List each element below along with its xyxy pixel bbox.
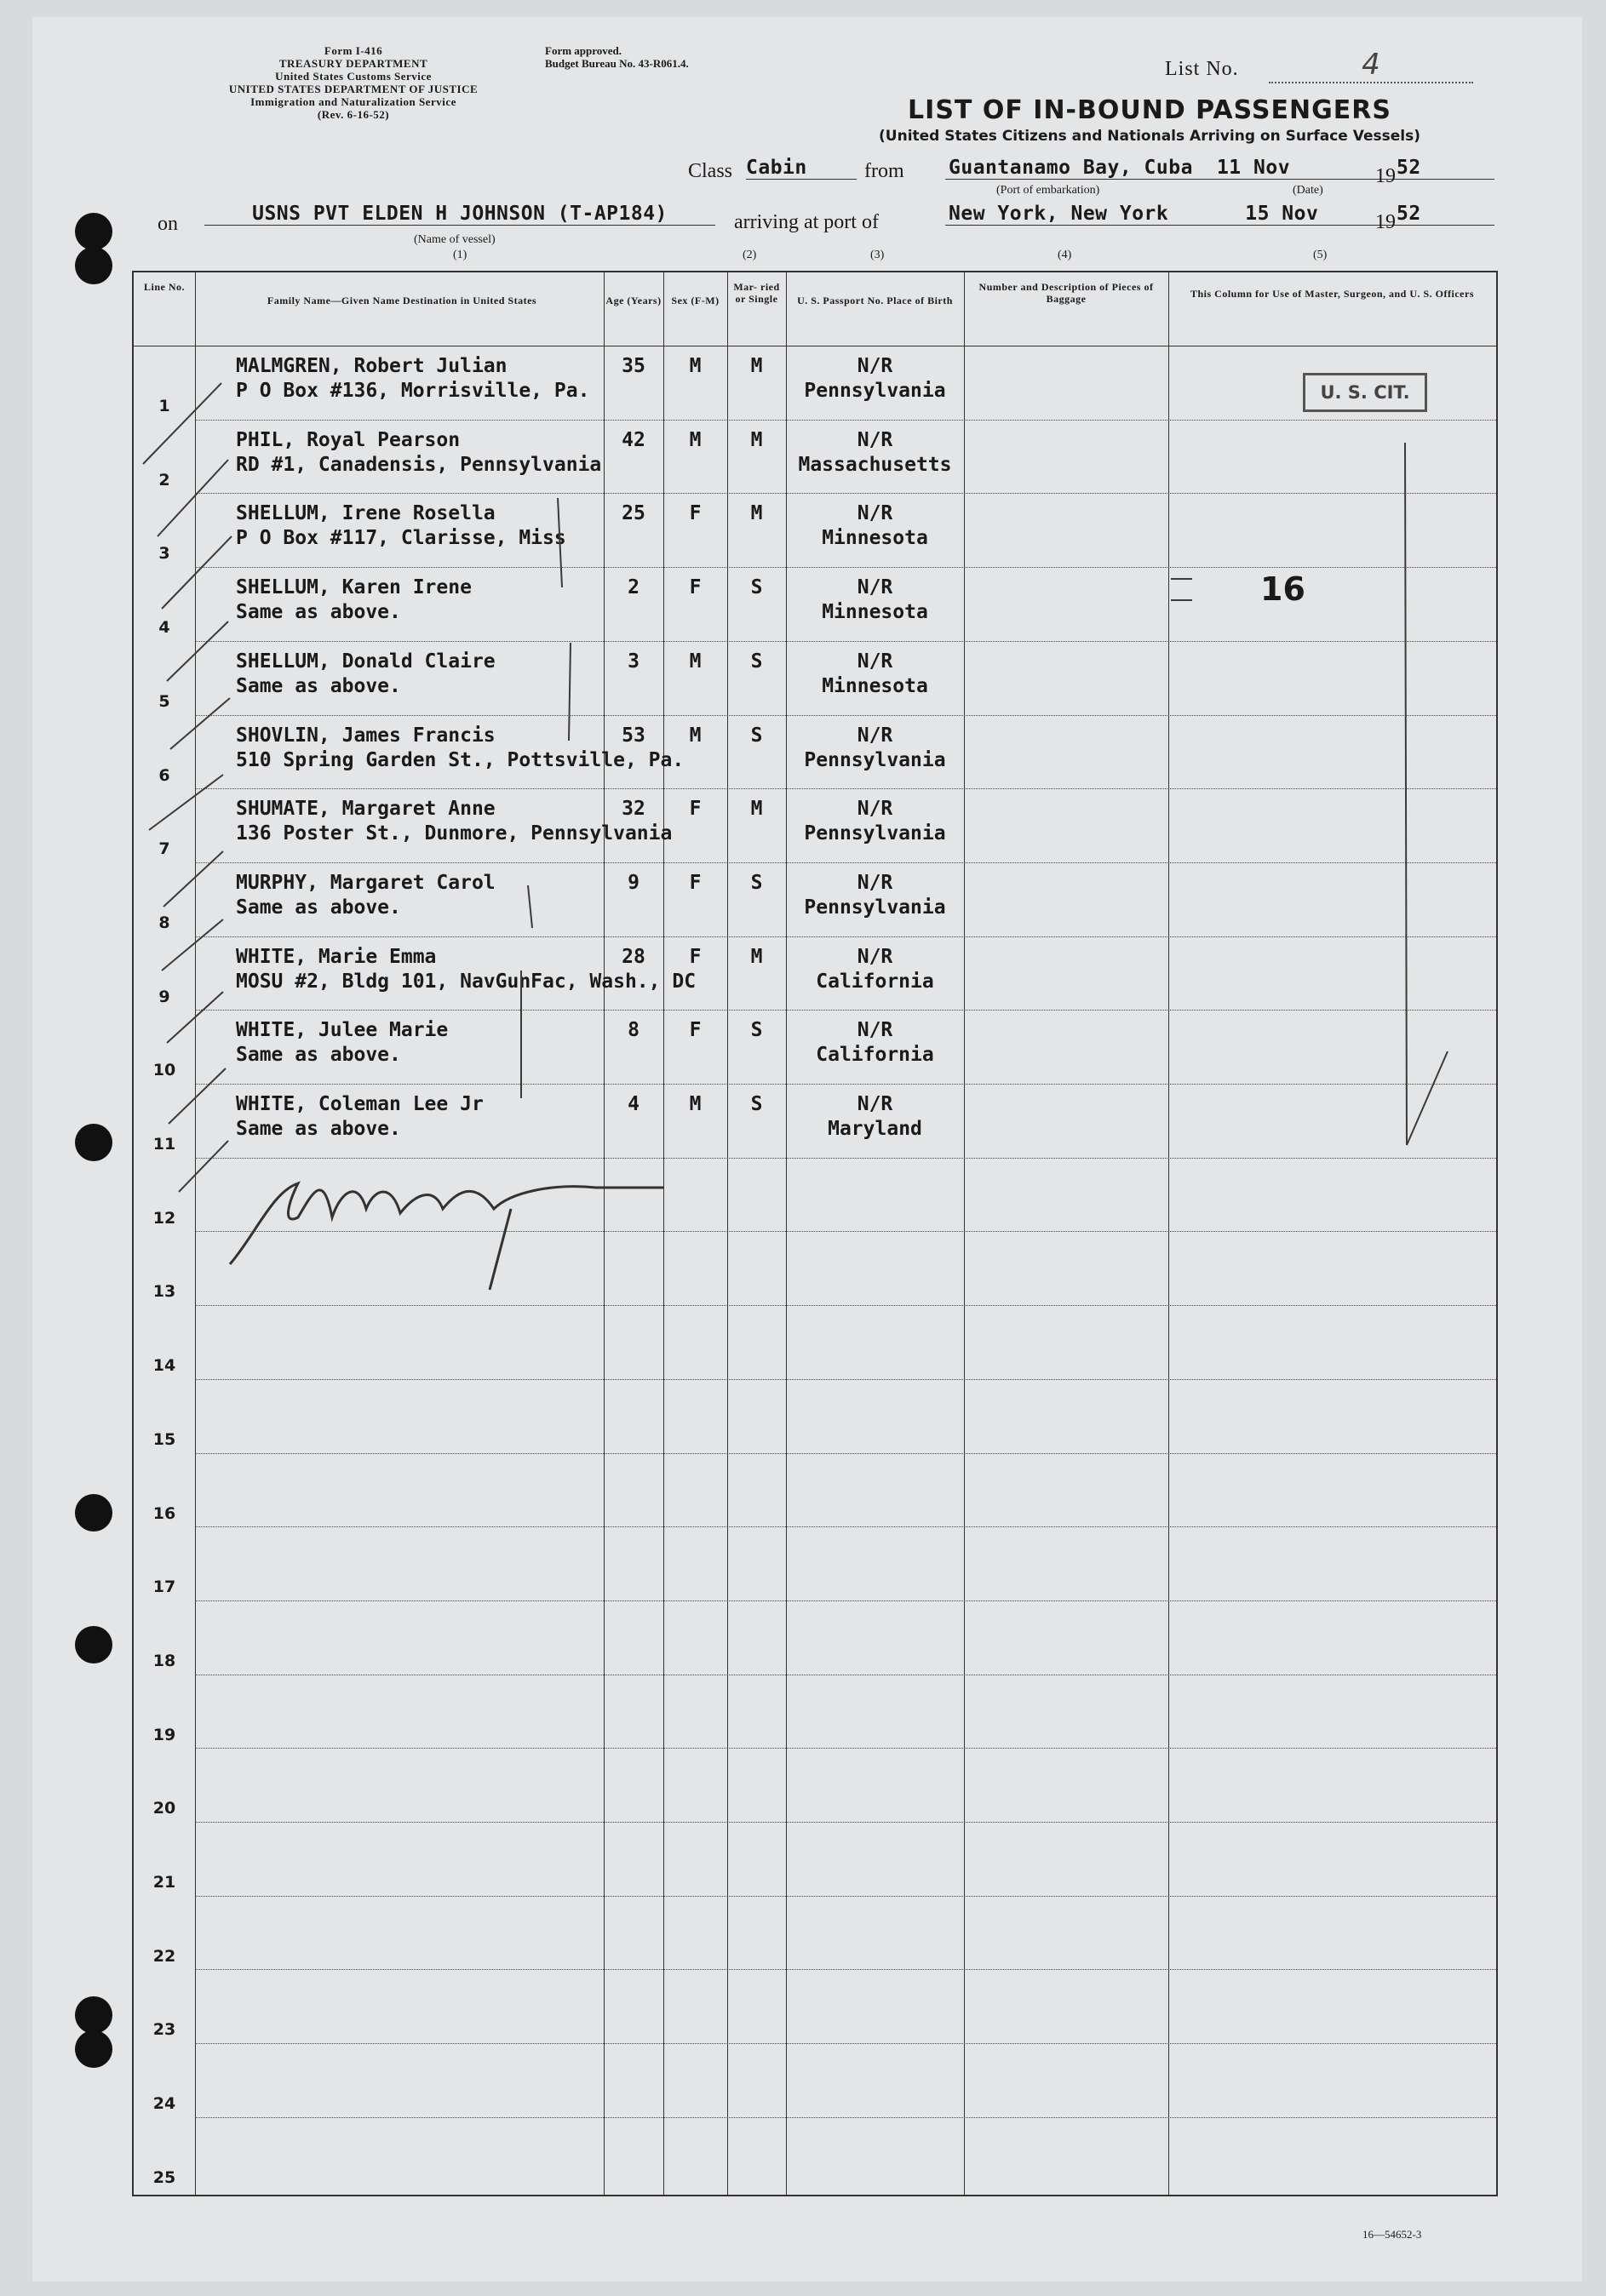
- passenger-marital-status: M: [750, 355, 763, 377]
- passport-number: N/R: [857, 724, 893, 747]
- vessel-col-number: (1): [453, 249, 467, 261]
- count-mark: 16: [1260, 570, 1305, 608]
- check-mark: [143, 383, 221, 464]
- passenger-sex: F: [689, 502, 702, 525]
- check-mark: [521, 498, 571, 1098]
- col-number-2: (2): [743, 249, 757, 261]
- col-number-4: (4): [1058, 249, 1072, 261]
- arrival-date: 15 Nov: [1245, 203, 1319, 225]
- place-of-birth: Pennsylvania: [804, 896, 946, 919]
- passport-number: N/R: [857, 1093, 893, 1115]
- check-mark: [162, 536, 232, 609]
- passenger-marital-status: M: [750, 502, 763, 525]
- check-mark: [179, 1141, 228, 1192]
- list-no-value: 4: [1269, 48, 1473, 83]
- passenger-sex: F: [689, 798, 702, 821]
- check-mark: [149, 775, 223, 830]
- line-number: 18: [152, 1651, 176, 1670]
- passenger-name: SHOVLIN, James Francis: [236, 724, 496, 747]
- from-label: from: [864, 160, 904, 182]
- class-label: Class: [688, 160, 733, 182]
- passenger-destination: 136 Poster St., Dunmore, Pennsylvania: [236, 822, 673, 845]
- line-number: 19: [152, 1725, 176, 1744]
- line-number: 22: [152, 1946, 176, 1966]
- passenger-age: 28: [622, 945, 645, 968]
- passenger-name: MALMGREN, Robert Julian: [236, 355, 508, 377]
- line-number: 3: [158, 544, 170, 564]
- line-number: 17: [152, 1577, 176, 1597]
- passport-number: N/R: [857, 428, 893, 451]
- passenger-destination: P O Box #117, Clarisse, Miss: [236, 527, 566, 550]
- page-subtitle: (United States Citizens and Nationals Arriving on Surface Vessels): [879, 128, 1420, 145]
- signature: [230, 1183, 664, 1290]
- place-of-birth: Minnesota: [822, 674, 928, 697]
- passenger-name: SHUMATE, Margaret Anne: [236, 798, 496, 821]
- line-number: 6: [158, 765, 170, 785]
- embark-date-caption: (Date): [1293, 184, 1323, 197]
- class-value: Cabin: [746, 157, 857, 180]
- place-of-birth: California: [816, 970, 934, 993]
- col-header-age: Age (Years): [605, 295, 662, 306]
- passenger-destination: Same as above.: [236, 1044, 401, 1067]
- check-mark: [162, 919, 223, 971]
- line-number: 21: [152, 1873, 176, 1892]
- passenger-sex: F: [689, 871, 702, 894]
- passport-number: N/R: [857, 871, 893, 894]
- year-prefix: 19: [1375, 211, 1396, 233]
- line-number: 9: [158, 987, 170, 1006]
- passenger-marital-status: S: [750, 1093, 763, 1115]
- tally-mark: [1171, 579, 1192, 600]
- check-mark: [158, 460, 228, 536]
- line-number: 14: [152, 1356, 176, 1376]
- passenger-destination: Same as above.: [236, 674, 401, 697]
- line-number: 11: [152, 1135, 176, 1154]
- passenger-sex: M: [689, 355, 702, 377]
- embark-date: 11 Nov: [1216, 157, 1291, 179]
- form-number: Form I-416: [324, 44, 383, 57]
- passenger-marital-status: M: [750, 428, 763, 451]
- col-number-3: (3): [870, 249, 885, 261]
- tick-marks: [143, 383, 1448, 1192]
- treasury-dept: TREASURY DEPARTMENT: [278, 57, 428, 70]
- line-number: 1: [158, 397, 170, 415]
- place-of-birth: Massachusetts: [798, 453, 952, 476]
- year-prefix: 19: [1375, 165, 1396, 187]
- passenger-age: 2: [628, 576, 640, 599]
- form-approved: Form approved.: [545, 44, 622, 57]
- officer-verify-line: [1405, 443, 1448, 1145]
- passenger-sex: M: [689, 428, 702, 451]
- passenger-marital-status: S: [750, 576, 763, 599]
- place-of-birth: Minnesota: [822, 527, 928, 550]
- vessel-caption: (Name of vessel): [414, 233, 496, 246]
- col-header-passport: U. S. Passport No. Place of Birth: [797, 295, 953, 306]
- passenger-age: 25: [622, 502, 645, 525]
- passenger-marital-status: S: [750, 724, 763, 747]
- place-of-birth: Pennsylvania: [804, 380, 946, 402]
- place-of-birth: Minnesota: [822, 601, 928, 624]
- page-title: LIST OF IN-BOUND PASSENGERS: [908, 95, 1391, 125]
- passenger-marital-status: S: [750, 1019, 763, 1042]
- passenger-name: PHIL, Royal Pearson: [236, 428, 461, 451]
- passenger-name: MURPHY, Margaret Carol: [236, 871, 496, 894]
- line-number: 5: [158, 691, 170, 711]
- col-header-officers: This Column for Use of Master, Surgeon, and U. S. Officers: [1190, 288, 1474, 300]
- on-label: on: [158, 213, 178, 235]
- check-mark: [167, 992, 223, 1043]
- line-number: 4: [158, 618, 170, 638]
- check-mark: [170, 698, 230, 749]
- passenger-sex: F: [689, 1019, 702, 1042]
- passenger-sex: M: [689, 650, 702, 673]
- passenger-age: 53: [622, 724, 645, 747]
- embark-port: Guantanamo Bay, Cuba: [949, 157, 1193, 179]
- arrival-year: 52: [1397, 203, 1494, 226]
- ins-service: Immigration and Naturalization Service: [250, 95, 456, 108]
- col-number-5: (5): [1313, 249, 1328, 261]
- line-number: 8: [158, 913, 170, 932]
- col-header-name: Family Name—Given Name Destination in United States: [267, 295, 537, 306]
- passenger-destination: RD #1, Canadensis, Pennsylvania: [236, 453, 602, 476]
- passport-number: N/R: [857, 576, 893, 599]
- list-no-label: List No.: [1165, 58, 1239, 80]
- passenger-name: WHITE, Marie Emma: [236, 945, 437, 968]
- passport-number: N/R: [857, 1019, 893, 1042]
- arrival-port: New York, New York: [949, 203, 1169, 225]
- passenger-marital-status: M: [750, 945, 763, 968]
- passenger-name: WHITE, Julee Marie: [236, 1019, 449, 1042]
- passenger-age: 3: [628, 650, 640, 673]
- passenger-destination: Same as above.: [236, 896, 401, 919]
- passenger-sex: F: [689, 576, 702, 599]
- passenger-age: 32: [622, 798, 645, 821]
- embark-year: 52: [1397, 157, 1494, 180]
- passport-number: N/R: [857, 355, 893, 377]
- passenger-age: 9: [628, 871, 640, 894]
- line-number: 16: [152, 1503, 176, 1523]
- passenger-destination: MOSU #2, Bldg 101, NavGunFac, Wash., DC: [236, 970, 697, 993]
- passenger-destination: 510 Spring Garden St., Pottsville, Pa.: [236, 748, 685, 771]
- customs-service: United States Customs Service: [275, 70, 432, 83]
- passenger-destination: Same as above.: [236, 601, 401, 624]
- passenger-age: 8: [628, 1019, 640, 1042]
- place-of-birth: Pennsylvania: [804, 822, 946, 845]
- passenger-name: WHITE, Coleman Lee Jr: [236, 1093, 484, 1115]
- line-number: 25: [152, 2167, 176, 2187]
- line-number: 10: [152, 1061, 176, 1080]
- passport-number: N/R: [857, 650, 893, 673]
- passenger-age: 35: [622, 355, 645, 377]
- col-header-married: Mar- ried or Single: [733, 281, 780, 305]
- passenger-age: 42: [622, 428, 645, 451]
- passport-number: N/R: [857, 502, 893, 525]
- passenger-name: SHELLUM, Irene Rosella: [236, 502, 496, 525]
- check-mark: [163, 851, 223, 907]
- place-of-birth: Maryland: [828, 1118, 922, 1140]
- passenger-sex: F: [689, 945, 702, 968]
- line-number: 24: [152, 2094, 176, 2114]
- line-number: 7: [158, 839, 170, 859]
- revision-date: (Rev. 6-16-52): [317, 108, 390, 121]
- passenger-sex: M: [689, 724, 702, 747]
- check-mark: [167, 621, 228, 681]
- line-number: 12: [152, 1208, 176, 1228]
- place-of-birth: California: [816, 1044, 934, 1067]
- vessel-name: USNS PVT ELDEN H JOHNSON (T-AP184): [204, 203, 715, 226]
- col-header-sex: Sex (F-M): [671, 295, 720, 306]
- col-header-line-no: Line No.: [143, 281, 185, 293]
- us-citizen-stamp: U. S. CIT.: [1303, 373, 1427, 412]
- passenger-age: 4: [628, 1093, 640, 1115]
- check-mark: [169, 1068, 226, 1124]
- passenger-destination: P O Box #136, Morrisville, Pa.: [236, 380, 590, 402]
- place-of-birth: Pennsylvania: [804, 748, 946, 771]
- passenger-name: SHELLUM, Donald Claire: [236, 650, 496, 673]
- line-number: 20: [152, 1799, 176, 1818]
- passenger-marital-status: M: [750, 798, 763, 821]
- passport-number: N/R: [857, 945, 893, 968]
- budget-bureau: Budget Bureau No. 43-R061.4.: [545, 57, 689, 70]
- line-number: 2: [158, 470, 170, 490]
- line-number: 15: [152, 1429, 176, 1449]
- line-number: 23: [152, 2020, 176, 2040]
- line-number: 13: [152, 1282, 176, 1302]
- embark-port-caption: (Port of embarkation): [996, 184, 1100, 197]
- passenger-name: SHELLUM, Karen Irene: [236, 576, 472, 599]
- footer-code: 16—54652-3: [1362, 2228, 1422, 2241]
- justice-dept: UNITED STATES DEPARTMENT OF JUSTICE: [228, 83, 479, 95]
- passport-number: N/R: [857, 798, 893, 821]
- col-header-baggage: Number and Description of Pieces of Baggage: [978, 281, 1154, 305]
- passenger-marital-status: S: [750, 650, 763, 673]
- passenger-sex: M: [689, 1093, 702, 1115]
- arriving-label: arriving at port of: [734, 211, 879, 233]
- passenger-destination: Same as above.: [236, 1118, 401, 1140]
- passenger-marital-status: S: [750, 871, 763, 894]
